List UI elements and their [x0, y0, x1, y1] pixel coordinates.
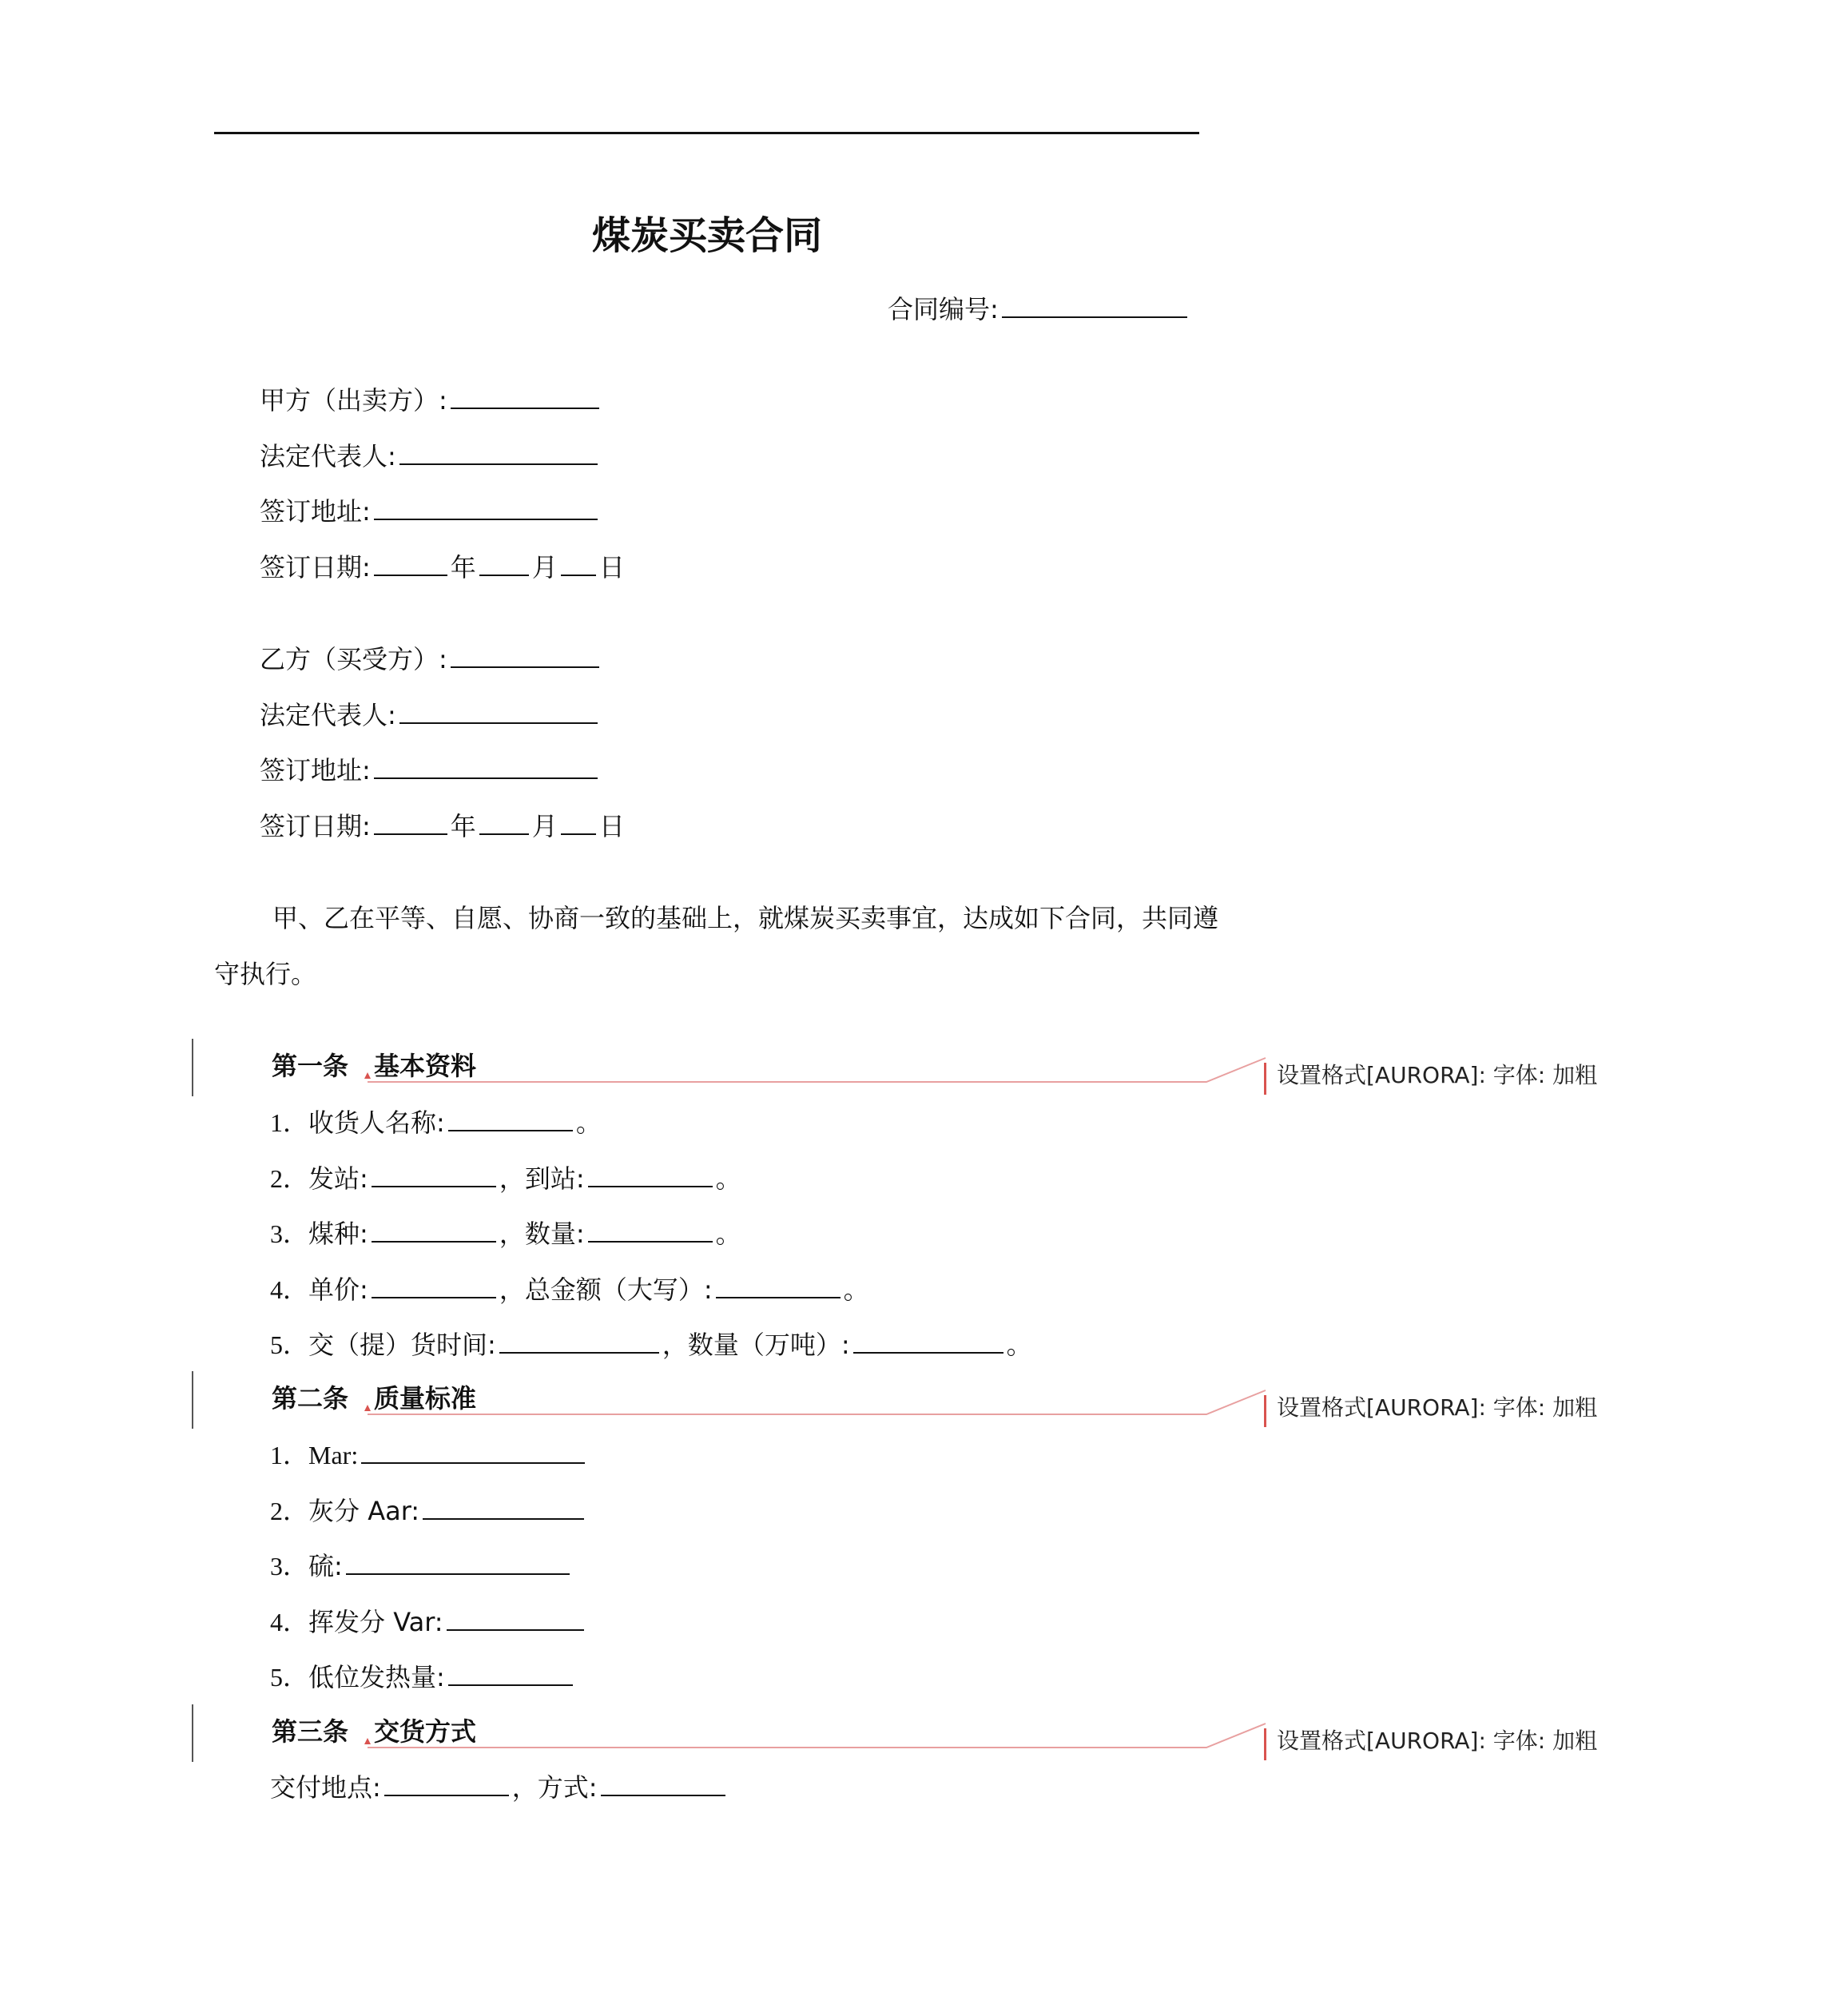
party-b-date-label: 签订日期:	[260, 811, 371, 841]
party-b-rep-blank[interactable]	[399, 698, 598, 724]
party-b-rep-line	[260, 698, 601, 731]
article-1-title: 基本资料	[374, 1051, 477, 1081]
article-3-delivery-line	[270, 1771, 729, 1803]
ash-label: 灰分 Aar:	[308, 1496, 420, 1526]
party-a-name-line	[260, 384, 602, 416]
item-number: 1．	[270, 1108, 309, 1137]
party-b-year-label: 年	[450, 811, 476, 841]
comment-leader-3	[368, 1724, 1266, 1748]
comment-leader-2	[368, 1390, 1266, 1414]
comment-bar	[1264, 1395, 1266, 1427]
contract-number-blank[interactable]	[1002, 292, 1187, 318]
article-2-item-2	[270, 1494, 587, 1527]
article-3-title: 交货方式	[374, 1716, 477, 1747]
party-b-rep-label: 法定代表人:	[260, 700, 396, 730]
quantity-blank[interactable]	[588, 1217, 713, 1243]
heating-value-blank[interactable]	[448, 1660, 573, 1686]
article-1-number: 第一条	[272, 1051, 349, 1081]
volatile-blank[interactable]	[447, 1605, 584, 1631]
party-b-address-line	[260, 754, 601, 786]
party-a-year-blank[interactable]	[374, 551, 447, 576]
document-title: 煤炭买卖合同	[592, 213, 823, 258]
item-end-mark: 。	[715, 1219, 741, 1249]
item-number: 4．	[270, 1608, 309, 1636]
article-1-item-2	[270, 1162, 741, 1195]
item-number: 3．	[270, 1219, 309, 1248]
moisture-label: Mar:	[308, 1441, 359, 1469]
article-2-heading	[272, 1382, 476, 1414]
comment-bar	[1264, 1063, 1266, 1095]
party-a-address-label: 签订地址:	[260, 496, 371, 527]
party-b-day-blank[interactable]	[561, 809, 596, 835]
party-a-address-line	[260, 495, 601, 527]
sulfur-label: 硫:	[308, 1551, 343, 1581]
intro-line-2: 守执行。	[214, 959, 317, 989]
unit-price-label: 单价:	[308, 1274, 368, 1305]
article-1-heading	[272, 1050, 476, 1082]
party-a-rep-line	[260, 439, 601, 472]
delivery-method-blank[interactable]	[601, 1771, 725, 1796]
arrival-station-label: ，到站:	[499, 1163, 585, 1194]
item-number: 5．	[270, 1330, 309, 1359]
quantity-label: ，数量:	[499, 1219, 585, 1249]
article-1-item-4	[270, 1273, 869, 1306]
article-1-item-5	[270, 1328, 1032, 1361]
item-number: 2．	[270, 1497, 309, 1525]
article-3-number: 第三条	[272, 1716, 349, 1747]
volatile-label: 挥发分 Var:	[308, 1607, 443, 1637]
party-a-name-blank[interactable]	[451, 384, 599, 409]
article-2-item-4	[270, 1605, 587, 1638]
party-a-address-blank[interactable]	[374, 495, 598, 520]
coal-type-blank[interactable]	[372, 1217, 496, 1243]
party-b-month-blank[interactable]	[479, 809, 529, 835]
party-b-day-label: 日	[598, 811, 625, 841]
item-number: 1．	[270, 1441, 309, 1469]
party-b-month-label: 月	[531, 811, 558, 841]
party-a-day-blank[interactable]	[561, 551, 596, 576]
change-bar-article-1	[192, 1039, 193, 1096]
party-b-address-blank[interactable]	[374, 754, 598, 779]
delivery-time-label: 交（提）货时间:	[308, 1330, 496, 1360]
contract-number-label: 合同编号:	[888, 294, 999, 324]
consignee-label: 收货人名称:	[308, 1107, 445, 1138]
item-end-mark: 。	[1006, 1330, 1032, 1360]
coal-type-label: 煤种:	[308, 1219, 368, 1249]
departure-station-blank[interactable]	[372, 1162, 496, 1187]
party-b-address-label: 签订地址:	[260, 755, 371, 785]
comment-text: 设置格式[AURORA]: 字体: 加粗	[1277, 1394, 1598, 1421]
article-1-item-1	[270, 1106, 602, 1139]
party-a-rep-label: 法定代表人:	[260, 441, 396, 471]
departure-station-label: 发站:	[308, 1163, 368, 1194]
total-amount-label: ，总金额（大写）:	[499, 1274, 713, 1305]
article-2-item-3	[270, 1549, 573, 1582]
item-end-mark: 。	[575, 1107, 602, 1138]
total-amount-blank[interactable]	[716, 1273, 841, 1298]
party-b-year-blank[interactable]	[374, 809, 447, 835]
comment-leader-1	[368, 1058, 1266, 1082]
article-2-item-5	[270, 1660, 576, 1693]
item-number: 5．	[270, 1663, 309, 1692]
header-rule	[214, 132, 1199, 134]
delivery-place-blank[interactable]	[384, 1771, 509, 1796]
party-a-month-blank[interactable]	[479, 551, 529, 576]
party-b-name-label: 乙方（买受方）:	[260, 644, 447, 674]
delivery-method-label: ，方式:	[511, 1772, 598, 1803]
consignee-blank[interactable]	[448, 1106, 573, 1131]
party-a-date-line	[260, 551, 625, 583]
delivery-quantity-label: ，数量（万吨）:	[662, 1330, 850, 1360]
ash-blank[interactable]	[423, 1494, 584, 1520]
sulfur-blank[interactable]	[346, 1549, 570, 1575]
party-b-date-line	[260, 809, 625, 842]
party-b-name-line	[260, 642, 602, 675]
moisture-blank[interactable]	[361, 1438, 585, 1464]
party-a-month-label: 月	[531, 552, 558, 583]
article-3-heading	[272, 1716, 476, 1748]
party-a-date-label: 签订日期:	[260, 552, 371, 583]
item-end-mark: 。	[843, 1274, 869, 1305]
article-1-item-3	[270, 1217, 741, 1250]
delivery-time-blank[interactable]	[499, 1328, 659, 1354]
party-b-name-blank[interactable]	[451, 642, 599, 668]
item-number: 3．	[270, 1552, 309, 1581]
comment-bar	[1264, 1728, 1266, 1760]
party-a-rep-blank[interactable]	[399, 439, 598, 465]
change-bar-article-3	[192, 1704, 193, 1762]
item-number: 4．	[270, 1275, 309, 1304]
item-end-mark: 。	[715, 1163, 741, 1194]
heating-value-label: 低位发热量:	[308, 1662, 445, 1692]
item-number: 2．	[270, 1164, 309, 1193]
contract-number-line	[888, 292, 1190, 325]
unit-price-blank[interactable]	[372, 1273, 496, 1298]
arrival-station-blank[interactable]	[588, 1162, 713, 1187]
comment-text: 设置格式[AURORA]: 字体: 加粗	[1277, 1728, 1598, 1754]
delivery-quantity-blank[interactable]	[853, 1328, 1003, 1354]
delivery-place-label: 交付地点:	[270, 1772, 381, 1803]
change-bar-article-2	[192, 1371, 193, 1429]
party-a-year-label: 年	[450, 552, 476, 583]
intro-line-1: 甲、乙在平等、自愿、协商一致的基础上，就煤炭买卖事宜，达成如下合同，共同遵	[272, 903, 1219, 933]
article-2-item-1	[270, 1438, 588, 1471]
party-a-day-label: 日	[598, 552, 625, 583]
article-2-title: 质量标准	[374, 1383, 477, 1414]
article-2-number: 第二条	[272, 1383, 349, 1414]
party-a-name-label: 甲方（出卖方）:	[260, 385, 447, 416]
comment-text: 设置格式[AURORA]: 字体: 加粗	[1277, 1062, 1598, 1088]
